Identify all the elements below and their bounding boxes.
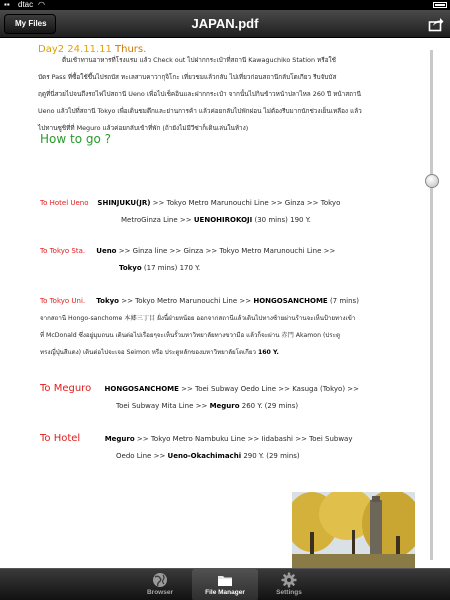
route-path: >> Tokyo Metro Marunouchi Line >> [118, 297, 254, 305]
signal-icon: ▪▪ [4, 0, 10, 9]
date-label: 24.11.11 [67, 44, 112, 55]
ginkgo-trees-illustration [292, 492, 415, 568]
route-note-line: ที่ McDonald ซึ่งอยู่มุมถนน เดินต่อไปเรื่อยๆจะเห็นรั้วมหาวิทยาลัยทางขวามือ แล้วก็จะผ่าน 赤門 Akamon (ประตู [40, 332, 340, 339]
intro-paragraph [38, 52, 423, 137]
route-label: To Tokyo Sta. [40, 247, 86, 255]
tab-label: Browser [146, 589, 173, 596]
tab-label: File Manager [205, 589, 245, 596]
route-path: >> Toei Subway Oedo Line >> Kasuga (Tokyo) >> [178, 385, 360, 393]
route-label: To Meguro [40, 383, 92, 394]
intro-line: ไปทานซูชิที่ที่ Meguro แล้วค่อยกลับเข้าที่พัก (ถ้ายังไม่มีวีซ่าก็เดินเล่นในห้าง) [38, 124, 249, 132]
route-fare: 160 Y. [257, 349, 279, 356]
my-files-back-button[interactable]: My Files [4, 14, 56, 34]
tab-label: Settings [276, 589, 302, 596]
route-time: (7 mins) [327, 297, 359, 305]
navigation-bar [0, 10, 450, 38]
route-origin: Tokyo [96, 297, 119, 305]
route-tokyo-station [40, 243, 420, 277]
how-to-go-heading: How to go ? [40, 132, 111, 146]
battery-icon [433, 2, 447, 8]
route-path: >> Tokyo Metro Nambuku Line >> Iidabashi >> Toei Subway [134, 435, 353, 443]
route-path: >> Tokyo Metro Marunouchi Line >> Ginza >> Tokyo [150, 199, 341, 207]
intro-line: ตื่นเช้าทานอาหารที่โรงแรม แล้ว Check out ไปฝากกระเป๋าที่สถานี Kawaguchiko Station หรือใช้ [62, 56, 336, 64]
route-origin: Ueno [96, 247, 117, 255]
folder-icon [217, 572, 233, 588]
route-meguro [40, 380, 420, 415]
tab-bar [0, 568, 450, 600]
route-path: MetroGinza Line >> [121, 216, 194, 224]
wifi-icon: ◠ [38, 0, 45, 9]
route-path: Oedo Line >> [116, 452, 168, 460]
scrollbar-track[interactable] [430, 50, 433, 560]
intro-line: Ueno แล้วไปที่สถานี Tokyo เพื่อเดินชมตึกและย่านการค้า แล้วค่อยกลับไปพักผ่อน ไม่ต้องรีบมากนักช่วงเย็นเหลือง แล้ว [38, 107, 362, 115]
route-note-line: ทรงญี่ปุ่นสีแดง) เดินต่อไปจะเจอ Seimon หรือ ประตูหลักของมหาวิทยาลัยโตเกียว [40, 349, 258, 356]
day-label: Day2 [38, 44, 65, 55]
route-destination: Ueno-Okachimachi [167, 452, 242, 460]
carrier-label: dtac [18, 0, 34, 9]
tab-settings[interactable] [256, 569, 322, 600]
route-tokyo-university [40, 293, 420, 361]
scrollbar-thumb[interactable] [425, 174, 439, 188]
route-time-fare: 260 Y. (29 mins) [239, 402, 299, 410]
route-origin: Meguro [104, 435, 135, 443]
university-photo [292, 492, 415, 568]
intro-line: บัตร Pass ที่ซื้อใช้ขึ้นไปรถบัส ทะเลสาบคาวากุจิโกะ เที่ยวชมแล้วกลับ ไปเที่ยวก่อนสถานีกลับโตเกียว รีบจับบัส [38, 73, 337, 81]
route-label: To Hotel [40, 433, 81, 444]
tab-file-manager[interactable] [192, 569, 258, 600]
route-destination: HONGOSANCHOME [253, 297, 328, 305]
document-title: JAPAN.pdf [191, 16, 259, 31]
route-destination: UENOHIROKOJI [193, 216, 253, 224]
route-path: >> Ginza line >> Ginza >> Tokyo Metro Marunouchi Line >> [116, 247, 336, 255]
route-label: To Tokyo Uni. [40, 297, 86, 305]
share-icon[interactable] [428, 16, 444, 32]
tab-browser[interactable] [127, 569, 193, 600]
route-note-line: จากสถานี Hongo-sanchome 本郷三丁目 ฝั่งนี้ฝ่ายหน้อย ออกจากสถานีแล้วเดินไปทางซ้ายผ่านร้านจะเห็นป้ายทางเข้า [40, 315, 356, 322]
route-time-fare: 290 Y. (29 mins) [241, 452, 300, 460]
route-hotel [40, 430, 420, 465]
route-origin: HONGOSANCHOME [104, 385, 179, 393]
weekday-label: Thurs. [115, 44, 147, 55]
route-time-fare: (30 mins) 190 Y. [252, 216, 311, 224]
route-label: To Hotel Ueno [40, 199, 89, 207]
route-time-fare: (17 mins) 170 Y. [141, 264, 201, 272]
route-destination: Tokyo [119, 264, 142, 272]
route-path: Toei Subway Mita Line >> [116, 402, 210, 410]
route-destination: Meguro [209, 402, 240, 410]
globe-icon [152, 572, 168, 588]
route-origin: SHINJUKU(JR) [97, 199, 151, 207]
status-bar [0, 0, 450, 10]
gear-icon [281, 572, 297, 588]
route-hotel-ueno [40, 195, 420, 229]
intro-line: ฤดูที่นี่สวยไปจนถึงรถไฟไปสถานี Ueno เพื่อไปเช็คอินและฝากกระเป๋า จากนั้นไปกินข้าวหน้าปลาไหล 260 ปี หน้าสถานี [38, 90, 361, 98]
